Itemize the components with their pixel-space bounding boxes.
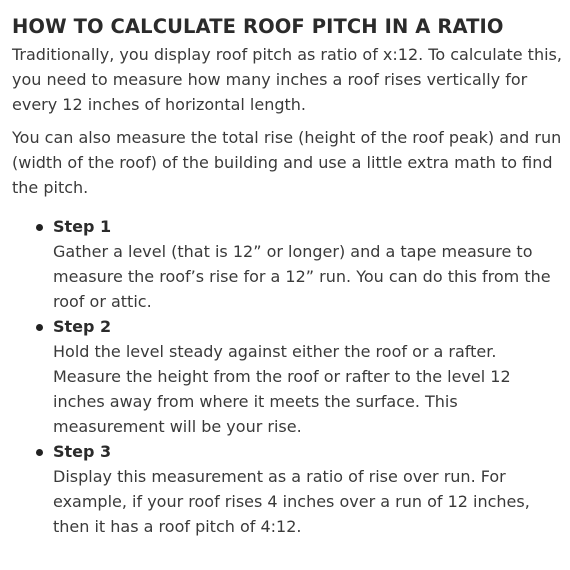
step-title: Step 2 [53, 317, 112, 336]
extra-math-paragraph: You can also measure the total rise (height of the roof peak) and run (width of the roof) of the building and use a little extra math to find the pitch. [12, 128, 562, 197]
step-item-3 [12, 439, 562, 539]
step-title: Step 3 [53, 442, 112, 461]
step-item-2 [12, 314, 562, 439]
step-text: Display this measurement as a ratio of rise over run. For example, if your roof rises 4 inches over a run of 12 inches, then it has a roof pitch of 4:12. [53, 467, 530, 536]
bullet-icon [36, 224, 43, 231]
bullet-icon [36, 324, 43, 331]
article-heading: HOW TO CALCULATE ROOF PITCH IN A RATIO [12, 15, 504, 38]
bullet-icon [36, 449, 43, 456]
step-text: Hold the level steady against either the roof or a rafter. Measure the height from the roof or rafter to the level 12 inches away from where it meets the surface. This measurement will be your rise. [53, 342, 511, 436]
intro-paragraph: Traditionally, you display roof pitch as ratio of x:12. To calculate this, you need to measure how many inches a roof rises vertically for every 12 inches of horizontal length. [12, 45, 562, 114]
steps-list [12, 214, 562, 539]
step-item-1 [12, 214, 562, 314]
step-title: Step 1 [53, 217, 112, 236]
step-text: Gather a level (that is 12” or longer) and a tape measure to measure the roof’s rise for a 12” run. You can do this from the roof or attic. [53, 242, 551, 311]
